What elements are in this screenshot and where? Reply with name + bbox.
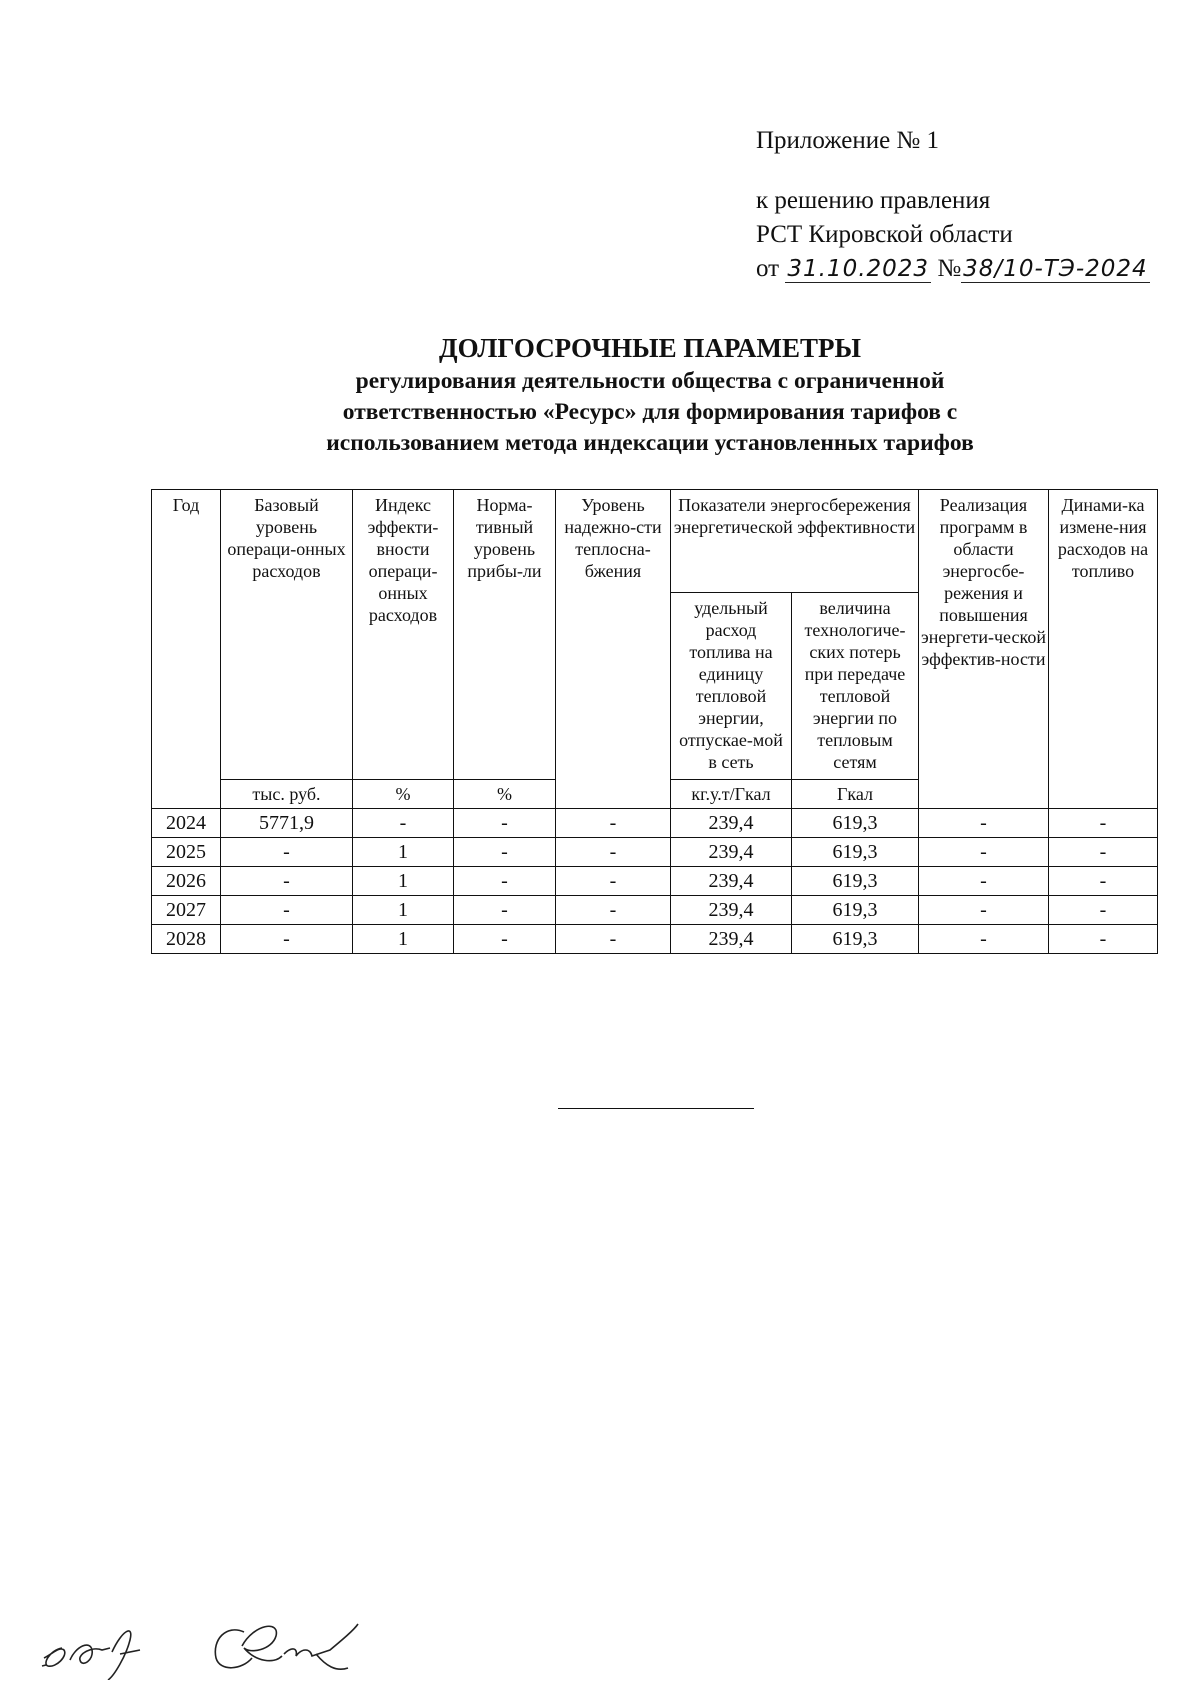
header-efficiency-index: Индекс эффекти-вности операци-онных расходов bbox=[353, 490, 454, 780]
cell-reliability: - bbox=[556, 809, 671, 838]
appendix-gap bbox=[756, 158, 1150, 184]
appendix-block bbox=[756, 124, 1150, 286]
cell-fuel-dynamics: - bbox=[1049, 838, 1158, 867]
unit-heat-losses: Гкал bbox=[792, 780, 919, 809]
cell-fuel-consumption: 239,4 bbox=[671, 896, 792, 925]
table-row bbox=[152, 925, 1158, 954]
cell-base-level: 5771,9 bbox=[221, 809, 353, 838]
parameters-table bbox=[151, 489, 1158, 954]
cell-base-level: - bbox=[221, 896, 353, 925]
cell-year: 2025 bbox=[152, 838, 221, 867]
cell-efficiency-index: - bbox=[353, 809, 454, 838]
cell-profit-level: - bbox=[454, 809, 556, 838]
header-reliability: Уровень надежно-сти теплосна-бжения bbox=[556, 490, 671, 809]
cell-fuel-consumption: 239,4 bbox=[671, 838, 792, 867]
number-prefix: № bbox=[937, 255, 962, 282]
header-programs: Реализация программ в области энергосбе-режения и повышения энергети-ческой эффектив-ности bbox=[919, 490, 1049, 809]
cell-base-level: - bbox=[221, 867, 353, 896]
title-sub-line-2: ответственностью «Ресурс» для формирования тарифов с bbox=[342, 399, 958, 425]
header-energy-group: Показатели энергосбережения энергетической эффективности bbox=[671, 490, 919, 593]
cell-heat-losses: 619,3 bbox=[792, 809, 919, 838]
cell-fuel-consumption: 239,4 bbox=[671, 925, 792, 954]
title-sub-line-3: использованием метода индексации установленных тарифов bbox=[326, 430, 974, 456]
header-base-level: Базовый уровень операци-онных расходов bbox=[221, 490, 353, 780]
header-heat-losses: величина технологиче-ских потерь при передаче тепловой энергии по тепловым сетям bbox=[792, 593, 919, 780]
cell-profit-level: - bbox=[454, 896, 556, 925]
cell-efficiency-index: 1 bbox=[353, 838, 454, 867]
cell-fuel-dynamics: - bbox=[1049, 896, 1158, 925]
cell-reliability: - bbox=[556, 896, 671, 925]
cell-profit-level: - bbox=[454, 867, 556, 896]
cell-fuel-consumption: 239,4 bbox=[671, 867, 792, 896]
cell-efficiency-index: 1 bbox=[353, 867, 454, 896]
cell-programs: - bbox=[919, 867, 1049, 896]
handwritten-number: 38/10-ТЭ-2024 bbox=[963, 256, 1148, 282]
decision-date-line bbox=[756, 252, 1150, 286]
cell-efficiency-index: 1 bbox=[353, 925, 454, 954]
cell-reliability: - bbox=[556, 867, 671, 896]
unit-profit-level: % bbox=[454, 780, 556, 809]
decision-line-2: РСТ Кировской области bbox=[756, 221, 1013, 248]
cell-year: 2026 bbox=[152, 867, 221, 896]
cell-programs: - bbox=[919, 838, 1049, 867]
date-prefix: от bbox=[756, 255, 780, 282]
appendix-label: Приложение № 1 bbox=[756, 127, 940, 154]
unit-efficiency-index: % bbox=[353, 780, 454, 809]
document-title bbox=[120, 330, 1180, 459]
unit-fuel-consumption: кг.у.т/Гкал bbox=[671, 780, 792, 809]
cell-year: 2027 bbox=[152, 896, 221, 925]
cell-profit-level: - bbox=[454, 838, 556, 867]
title-main: ДОЛГОСРОЧНЫЕ ПАРАМЕТРЫ bbox=[439, 333, 861, 363]
handwritten-date: 31.10.2023 bbox=[787, 256, 930, 282]
header-profit-level: Норма-тивный уровень прибы-ли bbox=[454, 490, 556, 780]
signature-initials bbox=[30, 1610, 360, 1685]
cell-reliability: - bbox=[556, 925, 671, 954]
cell-programs: - bbox=[919, 809, 1049, 838]
title-sub-line-1: регулирования деятельности общества с ограниченной bbox=[355, 368, 945, 394]
cell-heat-losses: 619,3 bbox=[792, 896, 919, 925]
decision-line-1: к решению правления bbox=[756, 187, 991, 214]
table-row bbox=[152, 896, 1158, 925]
cell-base-level: - bbox=[221, 925, 353, 954]
cell-reliability: - bbox=[556, 838, 671, 867]
cell-programs: - bbox=[919, 896, 1049, 925]
cell-heat-losses: 619,3 bbox=[792, 925, 919, 954]
unit-base-level: тыс. руб. bbox=[221, 780, 353, 809]
cell-fuel-consumption: 239,4 bbox=[671, 809, 792, 838]
cell-year: 2028 bbox=[152, 925, 221, 954]
table-row bbox=[152, 809, 1158, 838]
cell-fuel-dynamics: - bbox=[1049, 867, 1158, 896]
header-fuel-consumption: удельный расход топлива на единицу тепловой энергии, отпускае-мой в сеть bbox=[671, 593, 792, 780]
header-year: Год bbox=[152, 490, 221, 809]
cell-efficiency-index: 1 bbox=[353, 896, 454, 925]
handwritten-signature-icon bbox=[30, 1610, 360, 1680]
cell-year: 2024 bbox=[152, 809, 221, 838]
header-fuel-dynamics: Динами-ка измене-ния расходов на топливо bbox=[1049, 490, 1158, 809]
cell-heat-losses: 619,3 bbox=[792, 867, 919, 896]
cell-programs: - bbox=[919, 925, 1049, 954]
table-row bbox=[152, 867, 1158, 896]
cell-profit-level: - bbox=[454, 925, 556, 954]
table-row bbox=[152, 838, 1158, 867]
end-separator-line bbox=[558, 1108, 754, 1109]
cell-heat-losses: 619,3 bbox=[792, 838, 919, 867]
header-row-1 bbox=[152, 490, 1158, 593]
cell-fuel-dynamics: - bbox=[1049, 809, 1158, 838]
cell-base-level: - bbox=[221, 838, 353, 867]
cell-fuel-dynamics: - bbox=[1049, 925, 1158, 954]
